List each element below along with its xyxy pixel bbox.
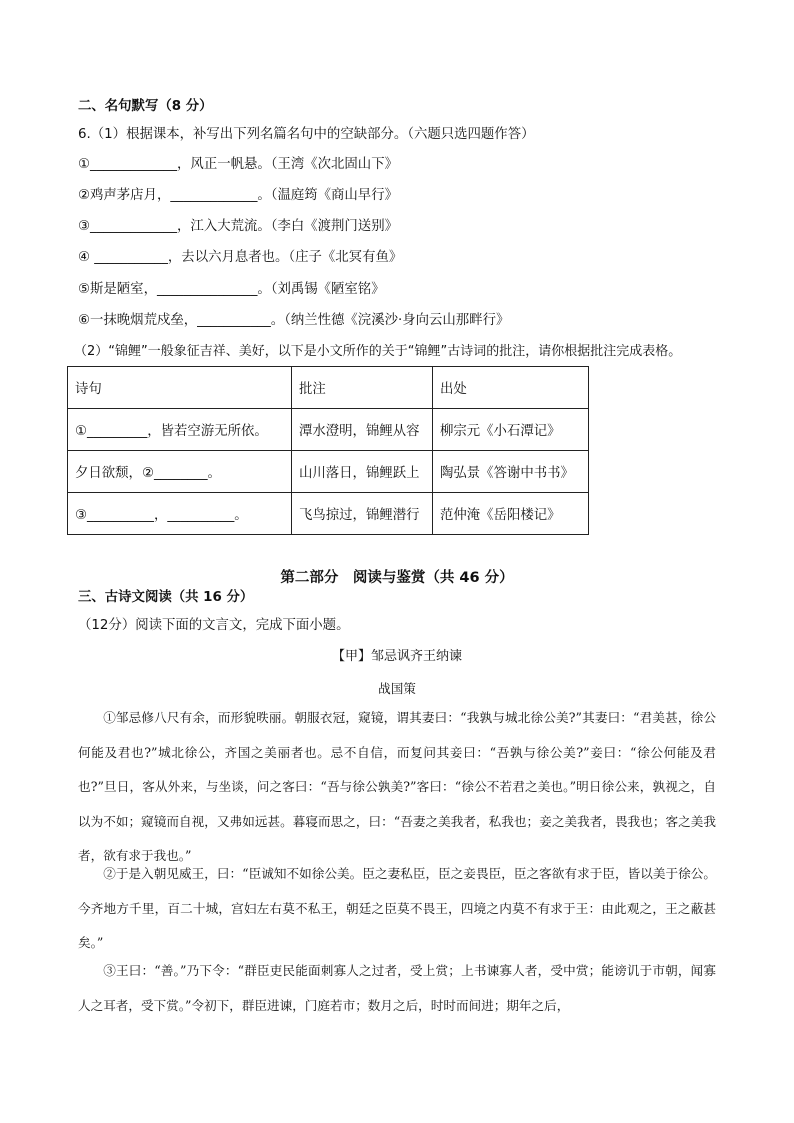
table-cell: 潭水澄明，锦鲤从容 <box>292 409 433 451</box>
table-cell: 山川落日，锦鲤跃上 <box>292 451 433 493</box>
fill-item-2: ②鸡声茅店月，_____________。（温庭筠《商山早行》 <box>78 188 398 203</box>
table-cell: 飞鸟掠过，锦鲤潜行 <box>292 493 433 535</box>
q6-part2: （2）“锦鲤”一般象征吉祥、美好，以下是小文所作的关于“锦鲤”古诗词的批注，请你根据批注完成表格。 <box>74 344 682 359</box>
table-row <box>68 493 589 535</box>
part2-title: 第二部分 阅读与鉴赏（共 46 分） <box>280 570 514 586</box>
fill-item-6: ⑥一抹晚烟荒戍垒，___________。（纳兰性德《浣溪沙·身向云山那畔行》 <box>78 313 510 328</box>
table-header-cell: 诗句 <box>68 367 292 409</box>
section3-instruction: （12分）阅读下面的文言文，完成下面小题。 <box>78 618 350 633</box>
table-cell: ①_________，皆若空游无所依。 <box>68 409 292 451</box>
table-header-cell: 批注 <box>292 367 433 409</box>
table-header-cell: 出处 <box>433 367 589 409</box>
table-row <box>68 409 589 451</box>
table-cell: 柳宗元《小石潭记》 <box>433 409 589 451</box>
table-cell: ③__________，__________。 <box>68 493 292 535</box>
fill-item-5: ⑤斯是陋室，_______________。（刘禹锡《陋室铭》 <box>78 282 385 297</box>
passage-paragraph-3: ③王曰：“善。”乃下令：“群臣吏民能面刺寡人之过者，受上赏；上书谏寡人者，受中赏；能谤讥于市朝，闻寡人之耳者，受下赏。”令初下，群臣进谏，门庭若市；数月之后，时时而间进；期年之后， <box>78 963 716 1013</box>
table-cell: 陶弘景《答谢中书书》 <box>433 451 589 493</box>
section3-heading: 三、古诗文阅读（共 16 分） <box>78 590 254 605</box>
table-row <box>68 451 589 493</box>
table-cell: 范仲淹《岳阳楼记》 <box>433 493 589 535</box>
passage-title: 【甲】邹忌讽齐王纳谏 <box>331 649 462 664</box>
table-cell: 夕日欲颓，②________。 <box>68 451 292 493</box>
fill-item-3: ③_____________，江入大荒流。（李白《渡荆门送别》 <box>78 219 398 234</box>
passage-source: 战国策 <box>378 681 416 696</box>
section2-heading: 二、名句默写（8 分） <box>78 99 213 114</box>
fill-item-4: ④ ___________，去以六月息者也。（庄子《北冥有鱼》 <box>78 250 403 265</box>
table-header-row <box>68 367 589 409</box>
passage-paragraph-1: ①邹忌修八尺有余，而形貌昳丽。朝服衣冠，窥镜，谓其妻曰：“我孰与城北徐公美?”其妻曰：“君美甚，徐公何能及君也?”城北徐公，齐国之美丽者也。忌不自信，而复问其妾曰：“吾孰与徐公美?”妾曰：“徐公何能及君也?”旦日，客从外来，与坐谈，问之客曰：“吾与徐公孰美?”客曰：“徐公不若君之美也。”明日徐公来，孰视之，自以为不如；窥镜而自视，又弗如远甚。暮寝而思之，曰：“吾妻之美我者，私我也；妾之美我者，畏我也；客之美我者，欲有求于我也。” <box>78 710 716 863</box>
fill-item-1: ①_____________，风正一帆悬。（王湾《次北固山下》 <box>78 157 398 172</box>
q6-intro: 6.（1）根据课本，补写出下列名篇名句中的空缺部分。（六题只选四题作答） <box>78 127 535 142</box>
poetry-table <box>67 366 589 535</box>
passage-paragraph-2: ②于是入朝见威王，曰：“臣诚知不如徐公美。臣之妻私臣，臣之妾畏臣，臣之客欲有求于臣，皆以美于徐公。今齐地方千里，百二十城，宫妇左右莫不私王，朝廷之臣莫不畏王，四境之内莫不有求于王：由此观之，王之蔽甚矣。” <box>78 866 716 950</box>
